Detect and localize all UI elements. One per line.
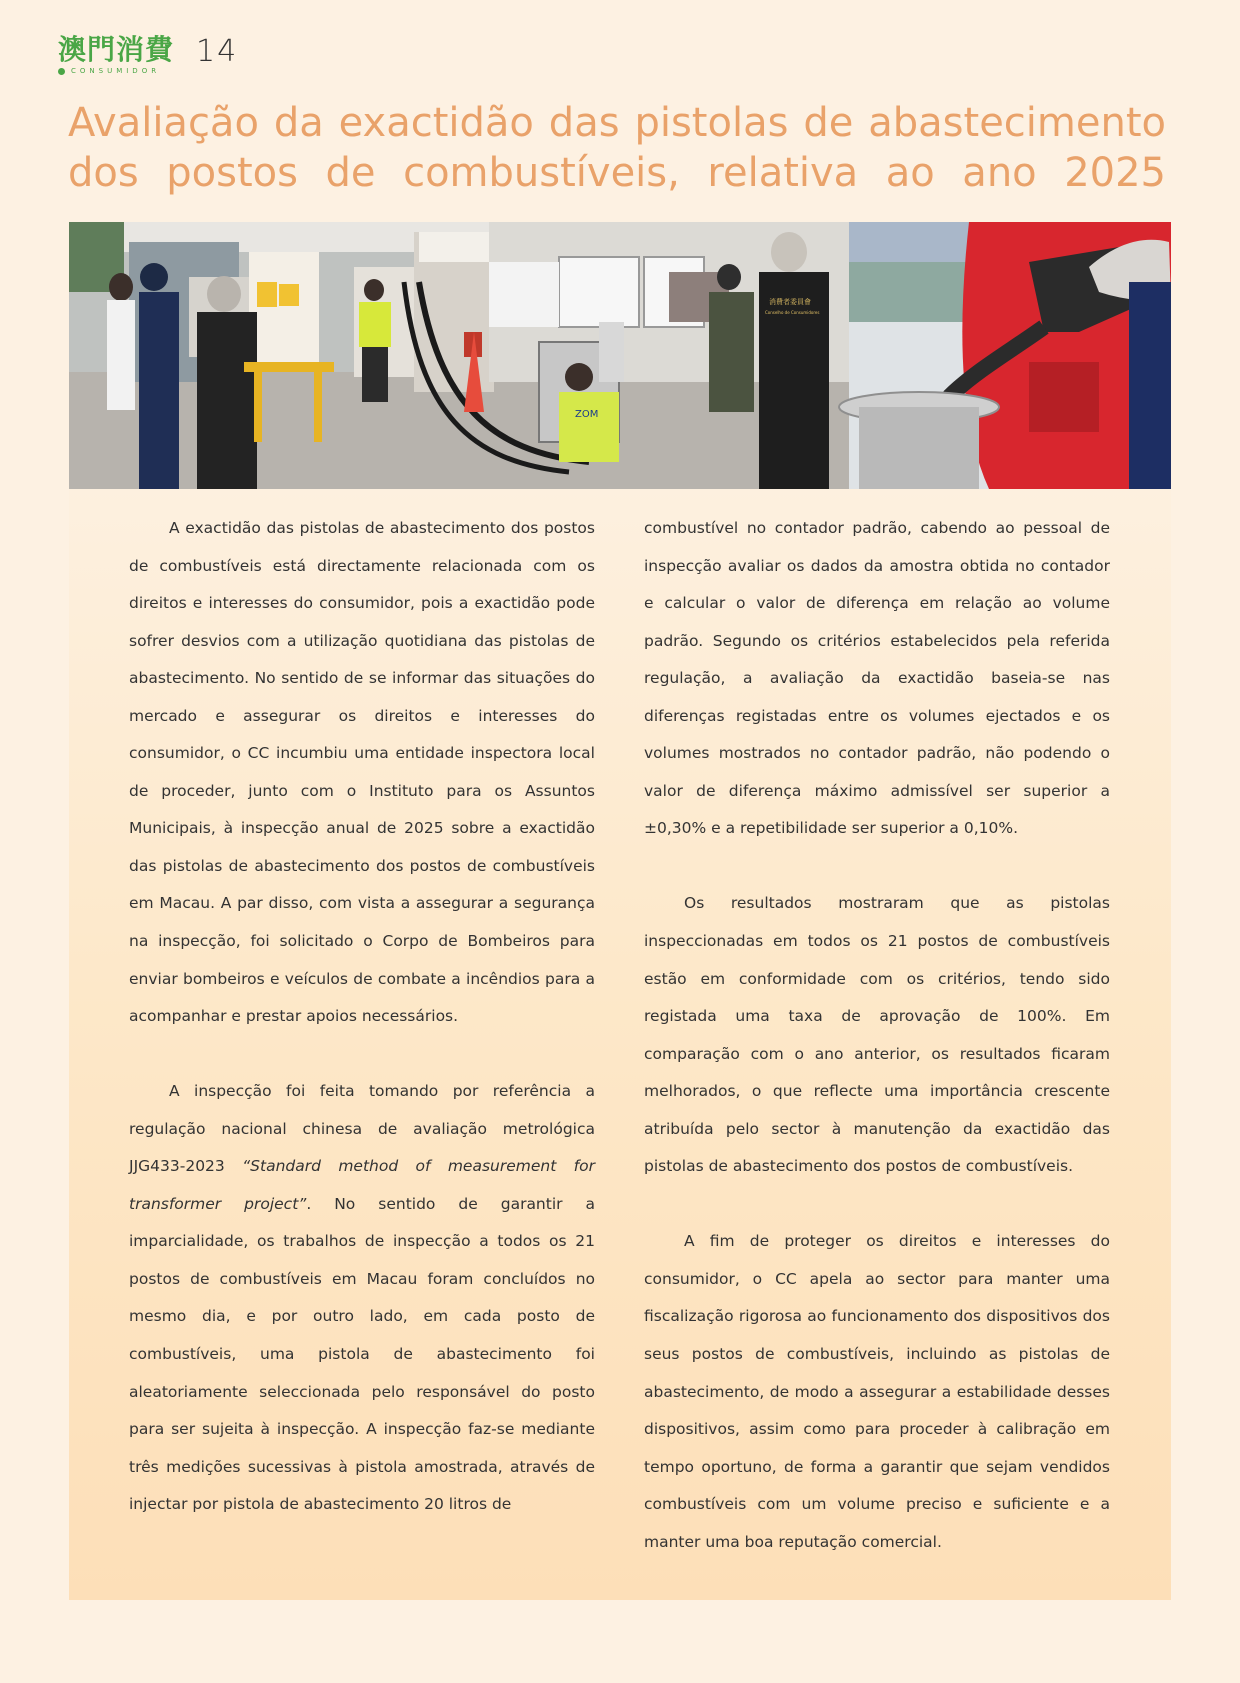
paragraph-2-part-b: . No sentido de garantir a imparcialidade, os trabalhos de inspecção a todos os 21 postos de combustíveis em Macau foram concluídos no mesmo dia, e por outro lado, em cada posto de combustíveis, uma pistola de abastecimento foi aleatoriamente seleccionada pelo responsável do posto para ser sujeita à inspecção. A inspecção faz-se mediante três medições sucessivas à pistola amostrada, através de injectar por pistola de abastecimento 20 litros de bbox=[129, 1194, 595, 1514]
vest-print-1: 消費者委員會 bbox=[769, 298, 811, 306]
photo-illustration bbox=[69, 222, 1171, 489]
article-column-left bbox=[129, 510, 595, 1524]
paragraph-4: A fim de proteger os direitos e interesses do consumidor, o CC apela ao sector para manter uma fiscalização rigorosa ao funcionamento dos dispositivos dos seus postos de combustíveis, incluindo as pistolas de abastecimento, de modo a assegurar a estabilidade desses dispositivos, assim como para proceder à calibração em tempo oportuno, de forma a garantir que sejam vendidos combustíveis com um volume preciso e suficiente e a manter uma boa reputação comercial. bbox=[644, 1232, 1110, 1551]
article-title-line-2: dos postos de combustíveis, relativa ao ano 2025 bbox=[68, 150, 1166, 196]
article-photo bbox=[69, 222, 1171, 489]
paragraph-2-continued: combustível no contador padrão, cabendo ao pessoal de inspecção avaliar os dados da amostra obtida no contador e calcular o valor de diferença em relação ao volume padrão. Segundo os critérios estabelecidos pela referida regulação, a avaliação da exactidão baseia-se nas diferenças registadas entre os volumes ejectados e os volumes mostrados no contador padrão, não podendo o valor de diferença máximo admissível ser superior a ±0,30% e a repetibilidade ser superior a 0,10%. bbox=[644, 519, 1110, 838]
article-column-right bbox=[644, 510, 1110, 1561]
vest-print-2: Conselho de Consumidores bbox=[765, 310, 820, 315]
paragraph-1: A exactidão das pistolas de abastecimento dos postos de combustíveis está directamente relacionada com os direitos e interesses do consumidor, pois a exactidão pode sofrer desvios com a utilização quotidiana das pistolas de abastecimento. No sentido de se informar das situações do mercado e assegurar os direitos e interesses do consumidor, o CC incumbiu uma entidade inspectora local de proceder, junto com o Instituto para os Assuntos Municipais, à inspecção anual de 2025 sobre a exactidão das pistolas de abastecimento dos postos de combustíveis em Macau. A par disso, com vista a assegurar a segurança na inspecção, foi solicitado o Corpo de Bombeiros para enviar bombeiros e veículos de combate a incêndios para a acompanhar e prestar apoios necessários. bbox=[129, 519, 595, 1026]
logo-chinese-text: 澳門消費 bbox=[58, 33, 175, 66]
page-number: 14 bbox=[196, 34, 239, 69]
regulation-title: “Standard method of measurement for transformer project” bbox=[129, 1157, 595, 1213]
worker-vest-label: ZOM bbox=[575, 409, 599, 420]
magazine-logo bbox=[58, 34, 174, 75]
logo-dot-icon bbox=[58, 68, 65, 75]
article-title bbox=[68, 98, 1166, 198]
paragraph-2-part-a: A inspecção foi feita tomando por referência a regulação nacional chinesa de avaliação metrológica JJG433-2023 bbox=[129, 1082, 595, 1176]
paragraph-gap bbox=[644, 1186, 1110, 1224]
paragraph-3: Os resultados mostraram que as pistolas inspeccionadas em todos os 21 postos de combustíveis estão em conformidade com os critérios, tendo sido registada uma taxa de aprovação de 100%. Em comparação com o ano anterior, os resultados ficaram melhorados, o que reflecte uma importância crescente atribuída pelo sector à manutenção da exactidão das pistolas de abastecimento dos postos de combustíveis. bbox=[644, 894, 1110, 1176]
paragraph-gap bbox=[644, 848, 1110, 886]
logo-english-text: CONSUMIDOR bbox=[71, 67, 161, 75]
article-title-line-1: Avaliação da exactidão das pistolas de abastecimento bbox=[68, 100, 1166, 146]
page-header bbox=[58, 34, 238, 75]
logo-subtitle bbox=[58, 67, 160, 75]
paragraph-gap bbox=[129, 1036, 595, 1074]
paragraph-2 bbox=[129, 1073, 595, 1524]
